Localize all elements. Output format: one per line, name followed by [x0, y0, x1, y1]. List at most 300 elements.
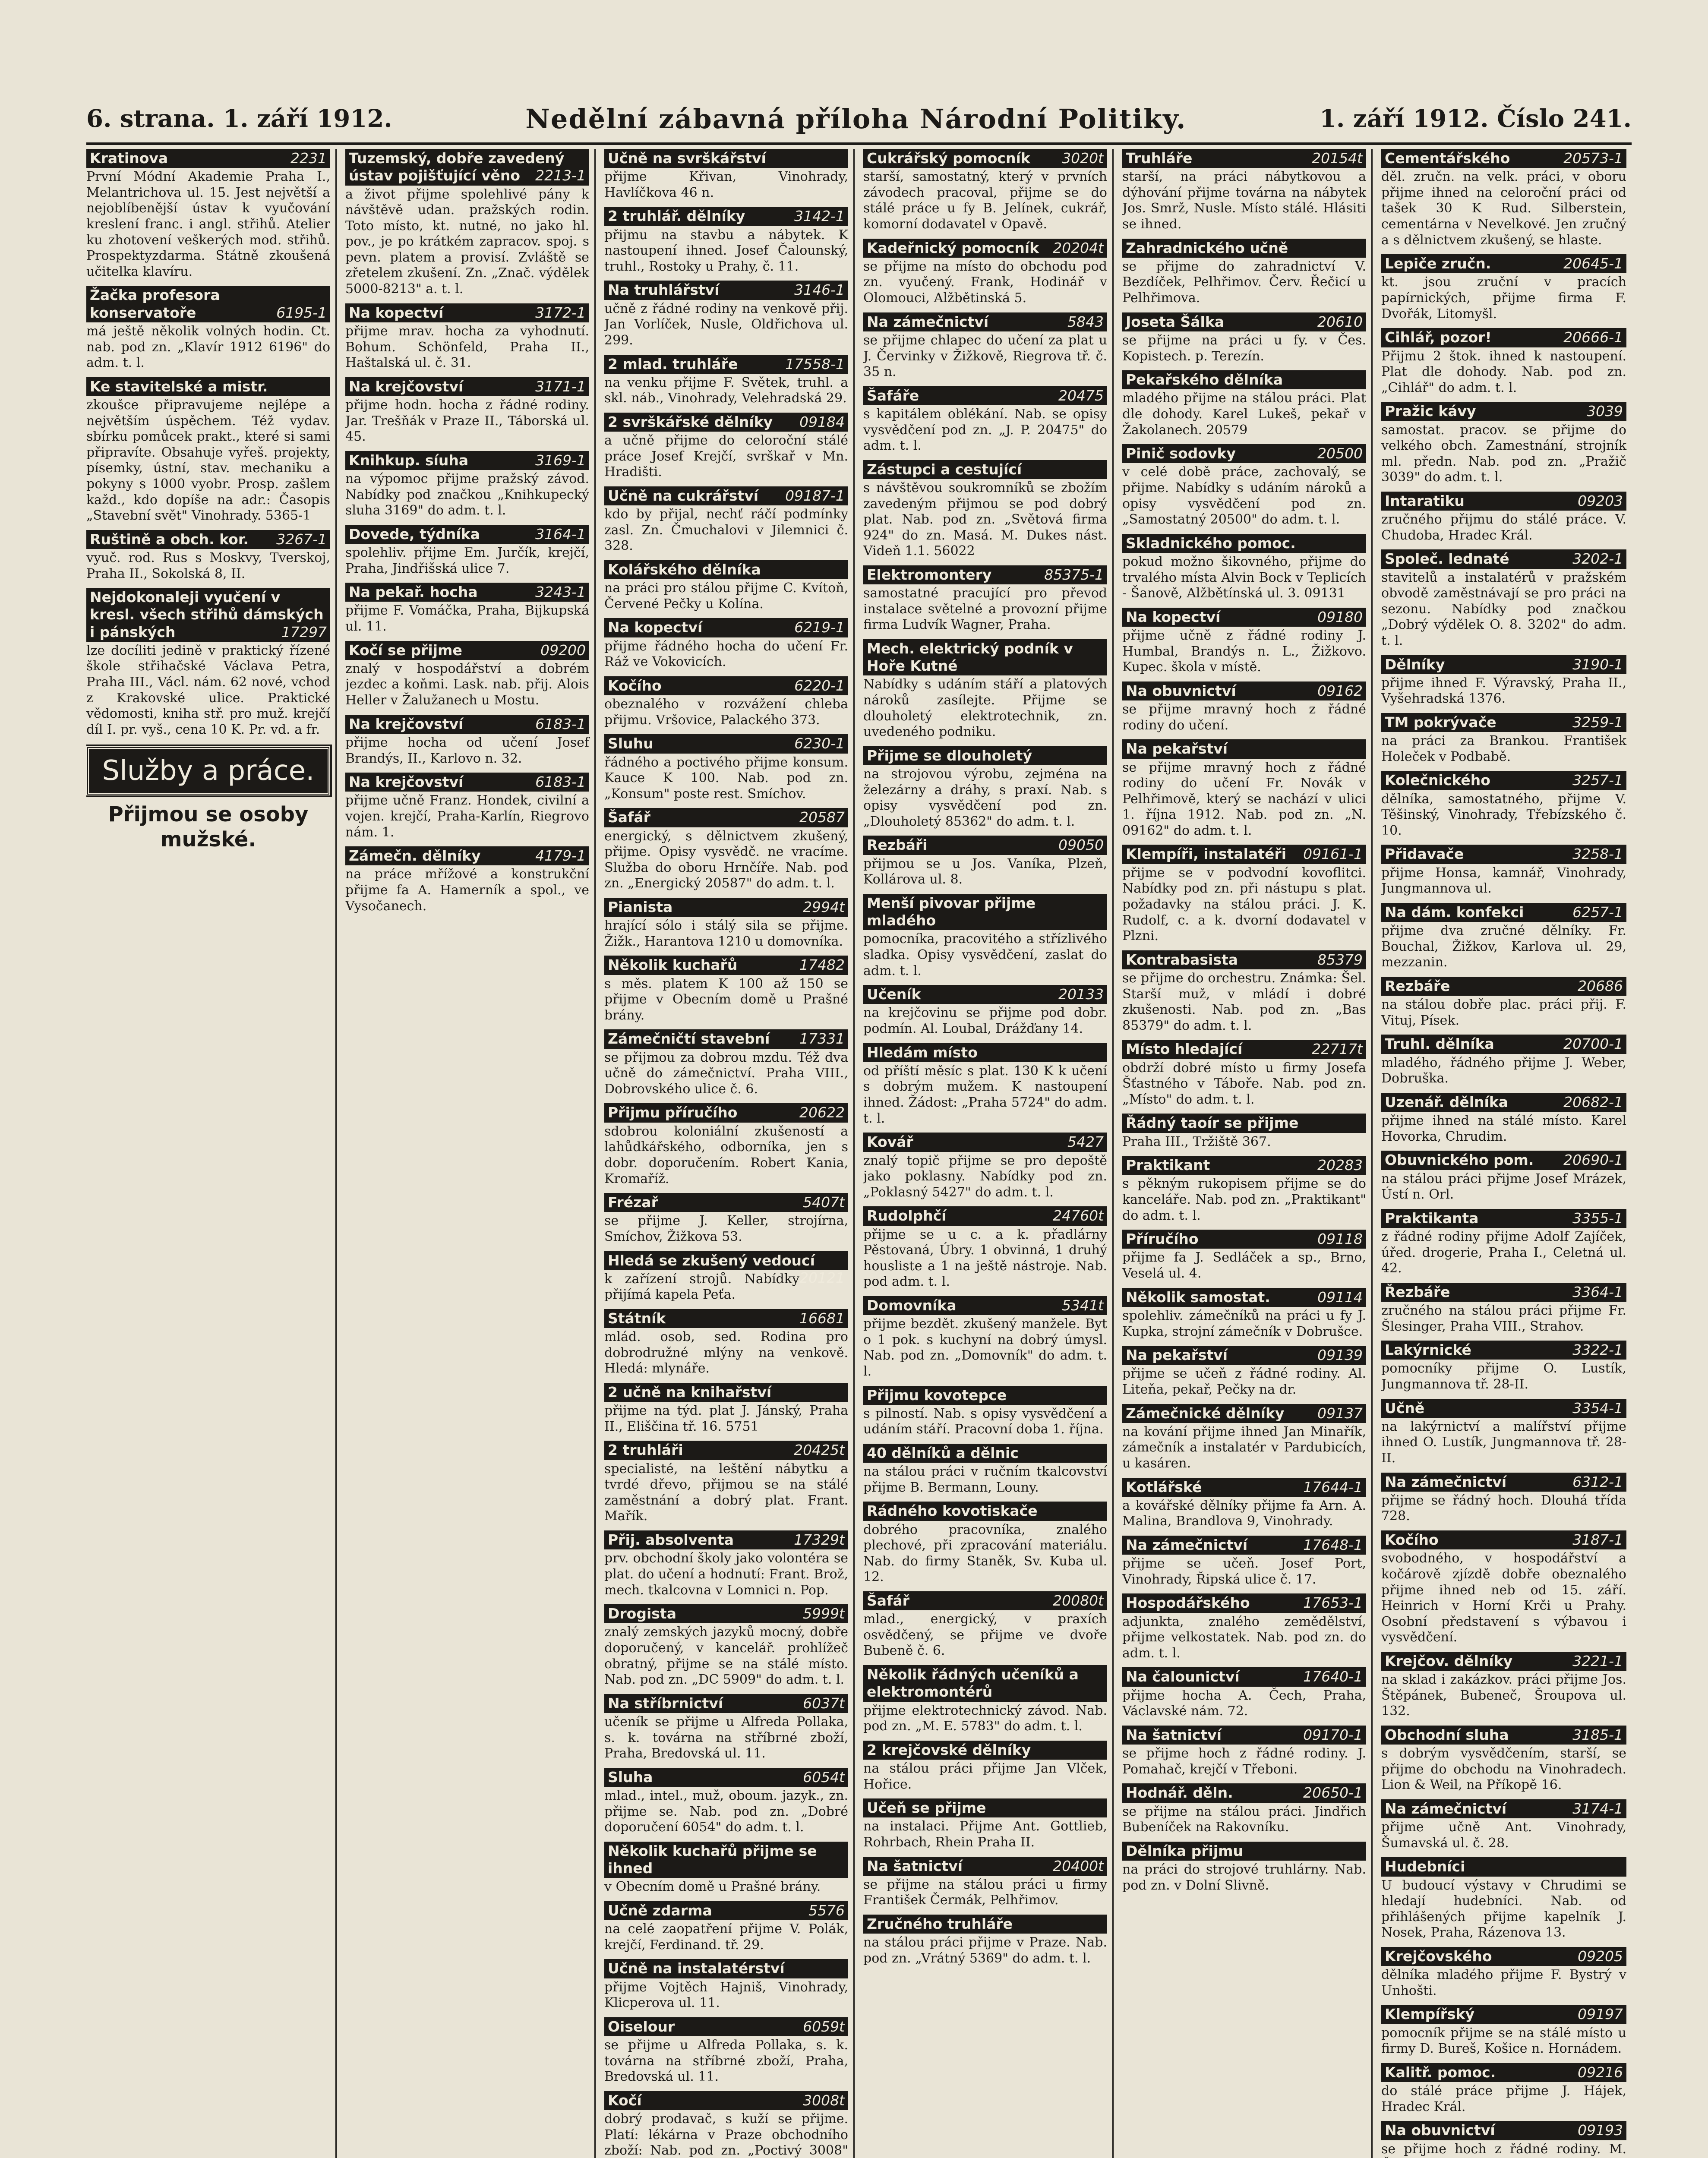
ad-body: dělníka, samostatného, přijme V. Těšinský, Vinohrady, Třebízského č. 10.: [1381, 791, 1626, 838]
ad-heading-text: Učeník: [867, 986, 921, 1003]
ad-number: 6219-1: [794, 619, 845, 636]
ad-heading-text: Učně na svrškářství: [608, 150, 766, 167]
ad-heading: [863, 1502, 1107, 1521]
ad-heading-text: Kalitř. pomoc.: [1385, 2063, 1496, 2081]
ad-body: se přijme do orchestru. Známka: Šel. Starší muž, v mládí i dobré zkušenosti. Nab. pod zn. „Bas 85379" do adm. t. l.: [1122, 970, 1366, 1033]
ad-heading: [1381, 1283, 1626, 1302]
ad-heading: [863, 1206, 1107, 1225]
ad-number: 6230-1: [794, 735, 845, 752]
ad-number: 20400t: [1053, 1857, 1104, 1874]
ad-heading: [863, 239, 1107, 258]
ad-body: starší, na práci nábytkovou a dýhování přijme továrna na nábytek Jos. Smrž, Nusle. Místo stálé. Hlásiti se ihned.: [1122, 169, 1366, 232]
ad-heading: [1122, 1478, 1366, 1497]
ad-heading: [863, 1133, 1107, 1152]
classified-ad: [863, 1915, 1107, 1966]
ad-number: 20686: [1578, 977, 1623, 994]
ad-body: přijme ihned na stálé místo. Karel Hovorka, Chrudim.: [1381, 1113, 1626, 1144]
ad-heading-text: 2 truhlář. dělníky: [608, 208, 745, 225]
ad-heading: [1381, 149, 1626, 168]
ad-heading-text: Frézař: [608, 1194, 658, 1211]
ad-body: s dobrým vysvědčením, starší, se přijme do obchodu na Vinohradech. Lion & Weil, na Příkopě 16.: [1381, 1746, 1626, 1793]
ad-body: pomocníky přijme O. Lustík, Jungmannova tř. 28-II.: [1381, 1361, 1626, 1392]
ad-heading: [1122, 1040, 1366, 1059]
ad-heading-text: Klempíři, instalatéři: [1126, 846, 1287, 863]
ad-body: na strojovou výrobu, zejména na železárny a dráhy, s praxí. Nab. s opisy vysvědčení pod zn. „Dlouholetý 85362" do adm. t. l.: [863, 767, 1107, 829]
ad-heading: [345, 525, 589, 544]
ad-body: se přijme chlapec do učení za plat u J. Červinky v Žižkově, Riegrova tř. č. 35 n.: [863, 332, 1107, 380]
ad-heading: [863, 386, 1107, 405]
ad-heading-text: Klempířský: [1385, 2006, 1474, 2023]
ad-heading: [863, 985, 1107, 1004]
ad-body: prv. obchodní školy jako volontéra se plat. do učení a hodnutí: Frant. Brož, mech. tkalcovna v Lomnici n. Pop.: [604, 1551, 848, 1598]
ad-number: 09184: [799, 413, 845, 430]
classified-ad: [863, 1665, 1107, 1735]
ad-heading: [86, 149, 330, 168]
ad-heading-text: Na čalounictví: [1126, 1668, 1240, 1685]
classified-ad: [1122, 239, 1366, 306]
ad-heading-text: Tuzemský, dobře zavedený ústav pojišťující věno: [349, 150, 565, 184]
ad-heading: [604, 808, 848, 827]
header-left: 6. strana. 1. září 1912.: [86, 104, 392, 133]
ad-body: spolehliv. přijme Em. Jurčík, krejčí, Praha, Jindřišská ulice 7.: [345, 545, 589, 576]
ad-body: přijme se v podvodní kovoflitci. Nabídky pod zn. při nástupu s plat. požadavky na stálou práci. J. K. Rudolf, c. a k. dvorní dodavatel v Plzni.: [1122, 865, 1366, 944]
ad-heading: [863, 149, 1107, 168]
classified-ad: [604, 1959, 848, 2011]
ad-heading: [604, 1604, 848, 1623]
ad-body: dělníka mladého přijme F. Bystrý v Unhošti.: [1381, 1967, 1626, 1998]
ad-body: se přijme na stálou práci u firmy František Čermák, Pelhřimov.: [863, 1877, 1107, 1908]
ad-heading: [1381, 2063, 1626, 2082]
classified-ad: [1381, 1799, 1626, 1851]
classified-ad: [1381, 845, 1626, 896]
ad-number: 3258-1: [1572, 846, 1623, 863]
ad-number: 3259-1: [1572, 714, 1623, 731]
ad-heading: [863, 1043, 1107, 1062]
ad-body: přijme Vojtěch Hajniš, Vinohrady, Klicperova ul. 11.: [604, 1979, 848, 2011]
ad-heading: [863, 1915, 1107, 1934]
ad-heading-text: Kolečnického: [1385, 772, 1490, 789]
classified-ad: [1381, 903, 1626, 971]
ad-number: 6183-1: [535, 773, 586, 791]
ad-body: se přijme na místo do obchodu pod zn. vyučený. Frank, Hodinář v Olomouci, Alžbětinská 5.: [863, 259, 1107, 306]
ad-body: lze docíliti jedině v praktický řízené škole střihačské Václava Petra, Praha III., Václ. nám. 62 nové, vchod z Krakovské ulice. Praktické vědomosti, kniha stř. pro muž. krejčí díl I. pr. vyš., cena 10 K. Pr. vd. a fr.: [86, 643, 330, 737]
ad-heading-text: Lakýrnické: [1385, 1341, 1471, 1359]
ad-body: má ještě několik volných hodin. Ct. nab. pod zn. „Klavír 1912 6196" do adm. t. l.: [86, 323, 330, 371]
ad-body: přijme F. Vomáčka, Praha, Bijkupská ul. 11.: [345, 603, 589, 634]
classified-ad: [863, 565, 1107, 633]
ad-number: 20133: [1058, 986, 1104, 1003]
ad-heading-text: Hodnář. děln.: [1126, 1784, 1233, 1801]
ad-body: přijme se řádný hoch. Dlouhá třída 728.: [1381, 1492, 1626, 1524]
ad-heading-text: Kovář: [867, 1133, 913, 1151]
ad-body: zkoušce připravujeme nejlépe a největším úspěchem. Též vydav. sbírku pomůcek prakt., které si sami připravíte. Obsahuje vyřeš. projekty, písemky, ústní, stav. mechaniku a pokyny s 1000 vyobr. Prosp. zašlem každ., kdo dopíše na adr.: Časopis „Stavební svět" Vinohrady. 5365-1: [86, 397, 330, 524]
ad-body: pomocníka, pracovitého a střízlivého sladka. Opisy vysvědčení, zaslat do adm. t. l.: [863, 931, 1107, 978]
ad-heading: [604, 1309, 848, 1328]
ad-heading: [86, 377, 330, 396]
ad-heading-text: Několik samostat.: [1126, 1288, 1270, 1306]
ad-body: specialisté, na leštění nábytku a tvrdé dřevo, přijmou se na stálé zaměstnání a dobrý plat. Frant. Mařík.: [604, 1461, 848, 1524]
ad-heading-text: Obuvnického pom.: [1385, 1152, 1534, 1169]
ad-heading: [604, 413, 848, 432]
classified-ad: [604, 898, 848, 950]
ad-heading: [863, 1444, 1107, 1463]
classified-ad: [604, 281, 848, 348]
classified-ad: [863, 836, 1107, 887]
ad-heading-text: Praktikanta: [1385, 1209, 1479, 1227]
ad-body: pomocník přijme se na stálé místo u firmy D. Bureš, Košice n. Hornádem.: [1381, 2025, 1626, 2057]
ad-heading-text: Menší pivovar přijme mladého: [867, 894, 1036, 929]
ad-body: k zařízení strojů. Nabídky přijímá kapela Peťa.: [604, 1271, 800, 1303]
classified-ad: [1122, 1288, 1366, 1340]
ad-heading: [86, 286, 330, 322]
classified-ad: [86, 286, 330, 371]
ad-number: 6312-1: [1572, 1473, 1623, 1490]
ad-heading: [1381, 1799, 1626, 1818]
ad-heading-text: Hudebníci: [1385, 1858, 1465, 1875]
classified-ad: [345, 583, 589, 634]
ad-body: stavitelů a instalatérů v pražském obvodě zaměstnávají se pro práci na sezonu. Nabídky pod značkou „Dobrý výdělek O. 8. 3202" do adm. t. l.: [1381, 570, 1626, 648]
ad-heading: [1122, 149, 1366, 168]
ad-body: na celé zaopatření přijme V. Polák, krejčí, Ferdinand. tř. 29.: [604, 1921, 848, 1953]
ad-body: přijme bezdět. zkušený manžele. Byt o 1 pok. s kuchyní na dobrý úmysl. Nab. pod zn. „Domovník" do adm. t. l.: [863, 1316, 1107, 1379]
ad-heading-text: 2 truhláři: [608, 1442, 683, 1459]
ad-number: 3171-1: [535, 378, 586, 395]
ad-heading: [604, 2017, 848, 2036]
ad-heading-text: Na zámečnictví: [1385, 1800, 1507, 1817]
ad-body: vyuč. rod. Rus s Moskvy, Tverskoj, Praha II., Sokolská 8, II.: [86, 550, 330, 581]
ad-number: 5341t: [1062, 1297, 1104, 1314]
classified-ad: [1122, 681, 1366, 733]
classified-ad: [863, 985, 1107, 1037]
ad-number: 24760t: [1053, 1207, 1104, 1224]
ad-heading: [345, 377, 589, 396]
ad-heading-text: Knihkup. síuha: [349, 451, 469, 469]
ad-body: kt. jsou zruční v pracích papírnických, přijme firma F. Dvořák, Litomyšl.: [1381, 274, 1626, 322]
ad-heading-text: Učně: [1385, 1399, 1425, 1417]
classified-ad: [1122, 739, 1366, 839]
ad-number: 6183-1: [535, 715, 586, 732]
ad-body: na práce mřížové a konstrukční přijme fa A. Hamerník a spol., ve Vysočanech.: [345, 867, 589, 914]
column-3: [604, 149, 855, 2158]
ad-heading-text: Na pekařství: [1126, 1347, 1228, 1364]
ad-body: přijme učně Ant. Vinohrady, Šumavská ul. č. 28.: [1381, 1820, 1626, 1851]
ad-heading-text: Dovede, týdníka: [349, 525, 480, 543]
ad-heading: [604, 2091, 848, 2110]
ad-heading-text: Kratinova: [90, 150, 168, 167]
ad-heading-text: Přij. absolventa: [608, 1531, 734, 1549]
ad-heading: [863, 1741, 1107, 1760]
classified-ad: [1122, 1040, 1366, 1107]
classified-ad: [1381, 1530, 1626, 1646]
ad-heading-text: Na kopectví: [1126, 608, 1221, 625]
classified-ad: [863, 894, 1107, 979]
ad-number: 17648-1: [1303, 1536, 1363, 1553]
ad-body: se přijme J. Keller, strojírna, Smíchov, Žižkova 53.: [604, 1213, 848, 1244]
ad-heading-text: Skladnického pomoc.: [1126, 534, 1296, 552]
ad-number: 3146-1: [794, 281, 845, 299]
section-banner: Služby a práce.: [86, 746, 330, 795]
ad-body: se přijme na stálou práci. Jindřich Bubeníček na Rakovníku.: [1122, 1804, 1366, 1835]
ad-heading-text: Joseta Šálka: [1126, 313, 1225, 330]
ad-heading-text: Na šatnictví: [867, 1857, 963, 1874]
classified-ad: [1381, 1151, 1626, 1202]
ad-body: na venku přijme F. Světek, truhl. a skl. náb., Vinohrady, Velehradská 29.: [604, 375, 848, 406]
classified-ad: [1381, 328, 1626, 396]
classified-ad: [604, 355, 848, 407]
ad-body: přijme učně z řádné rodiny J. Humbal, Brandýs n. L., Žižkovo. Kupec. škola v místě.: [1122, 628, 1366, 675]
ad-heading: [1381, 328, 1626, 347]
ad-number: 4179-1: [535, 847, 586, 864]
classified-ad: [345, 525, 589, 577]
classified-ad: [863, 1386, 1107, 1438]
ad-heading-text: Příručího: [1126, 1230, 1199, 1248]
ad-number: 17644-1: [1303, 1478, 1363, 1495]
ad-heading: [86, 530, 330, 549]
ad-heading: [1381, 1857, 1626, 1876]
ad-heading: [1381, 771, 1626, 790]
ad-heading: [1122, 681, 1366, 700]
ad-number: 17329t: [794, 1531, 845, 1549]
classified-ad: [604, 1768, 848, 1836]
ad-number: 20622: [799, 1104, 845, 1121]
ad-heading: [604, 898, 848, 917]
classified-ad: [1122, 312, 1366, 364]
ad-heading: [1122, 444, 1366, 463]
ad-body: svobodného, v hospodářství a kočárově zjízdě dobře obeznalého přijme ihned neb od 15. září. Heinrich v Horní Krči u Prahy. Osobní představení s výbavou i vysvědčení.: [1381, 1551, 1626, 1645]
classified-ad: [863, 1043, 1107, 1127]
ad-heading-text: Kočí: [608, 2092, 642, 2109]
ad-heading: [604, 1530, 848, 1549]
ad-number: 6059t: [803, 2018, 845, 2035]
ad-heading: [604, 1103, 848, 1122]
ad-heading-text: Na kopectví: [608, 619, 703, 636]
ad-heading: [863, 565, 1107, 584]
ad-heading: [345, 715, 589, 734]
ad-heading: [1381, 1399, 1626, 1418]
ad-number: 20204t: [1053, 239, 1104, 256]
classified-ad: [863, 1444, 1107, 1495]
classified-ad: [1122, 1536, 1366, 1587]
ad-heading-text: Na zámečnictví: [1385, 1473, 1507, 1490]
ad-number: 20587: [799, 809, 845, 826]
ad-heading-text: Učně zdarma: [608, 1902, 712, 1919]
ad-body: hrající sólo i stálý sila se přijme. Žižk., Harantova 1210 u domovníka.: [604, 918, 848, 949]
ad-number: 3169-1: [535, 451, 586, 469]
ad-number: 3174-1: [1572, 1800, 1623, 1817]
ad-heading-text: Přijmu příručího: [608, 1104, 738, 1121]
ad-heading: [1122, 950, 1366, 969]
ad-heading-text: Zručného truhláře: [867, 1915, 1013, 1933]
ad-heading: [1381, 845, 1626, 864]
classified-ad: [604, 1193, 848, 1245]
ad-number: 5576: [808, 1902, 845, 1919]
ad-heading: [1381, 903, 1626, 922]
ad-heading: [604, 1959, 848, 1978]
ad-heading: [863, 746, 1107, 765]
ad-number: 20700-1: [1563, 1035, 1623, 1053]
ad-number: 09139: [1317, 1347, 1363, 1364]
classified-ad: [345, 715, 589, 767]
ad-number: 09137: [1317, 1404, 1363, 1422]
ad-number: 3190-1: [1572, 656, 1623, 673]
ad-number: 20475: [1058, 387, 1104, 404]
ad-heading: [1122, 608, 1366, 627]
ad-number: 09203: [1578, 492, 1623, 509]
classified-ad: [1122, 1783, 1366, 1835]
ad-heading-text: Na krejčovství: [349, 715, 464, 732]
ad-heading-text: Domovníka: [867, 1297, 957, 1314]
classified-ad: [345, 149, 589, 297]
classified-ad: [1122, 950, 1366, 1034]
ad-body: starší, samostatný, který v prvních závodech pracoval, přijme se do stálé práce u fy B. Jelínek, cukrář, komorní dodavatel v Opavě.: [863, 169, 1107, 232]
ad-number: 09161-1: [1303, 846, 1363, 863]
classified-ad: [863, 312, 1107, 380]
ad-heading-text: Na šatnictví: [1126, 1726, 1222, 1743]
ad-heading: [1122, 1404, 1366, 1423]
classified-ad: [1381, 1652, 1626, 1719]
ad-heading: [604, 207, 848, 226]
classified-ad: [604, 618, 848, 670]
ad-heading: [1381, 1035, 1626, 1054]
ad-heading: [1122, 1667, 1366, 1686]
ad-number: 6257-1: [1572, 903, 1623, 921]
ad-heading-text: Přijmu kovotepce: [867, 1386, 1007, 1404]
ad-number: 6220-1: [794, 677, 845, 694]
ad-number: 3364-1: [1572, 1283, 1623, 1300]
ad-body: přijme fa J. Sedláček a sp., Brno, Veselá ul. 4.: [1122, 1250, 1366, 1281]
ad-heading: [1381, 2121, 1626, 2140]
ad-number: 20610: [1317, 313, 1363, 330]
ad-heading: [863, 460, 1107, 479]
ad-body: znalý topič přijme se pro depoště jako poklasny. Nabídky pod zn. „Poklasný 5427" do adm. t. l.: [863, 1153, 1107, 1200]
ad-heading-text: Ke stavitelské a mistr.: [90, 378, 268, 395]
ad-body: učně z řádné rodiny na venkově přij. Jan Vorlíček, Nusle, Oldřichova ul. 299.: [604, 301, 848, 348]
ad-number: 17558-1: [785, 355, 845, 372]
ad-heading: [345, 149, 589, 186]
ad-number: 3187-1: [1572, 1531, 1623, 1549]
ad-body: na stálou práci přijme Jan Vlček, Hořice.: [863, 1761, 1107, 1792]
ad-number: 5999t: [803, 1605, 845, 1622]
ad-heading-text: Mech. elektrický podník v Hoře Kutné: [867, 640, 1073, 675]
ad-number: 85379: [1317, 951, 1363, 968]
ad-heading-text: Hledá se zkušený vedoucí: [608, 1252, 815, 1269]
ad-body: zručného přijmu do stálé práce. V. Chudoba, Hradec Král.: [1381, 512, 1626, 543]
ad-heading: [863, 1386, 1107, 1405]
ad-number: 6054t: [803, 1768, 845, 1786]
classified-ad: [604, 676, 848, 728]
ad-number: 09162: [1317, 682, 1363, 699]
ad-body: kdo by přijal, nechť ráčí podmínky zasl. Zn. Čmuchalovi v Jilemnici č. 328.: [604, 507, 848, 554]
ad-body: přijme na týd. plat J. Jánský, Praha II., Eliščina tř. 16. 5751: [604, 1403, 848, 1434]
classified-ad: [604, 149, 848, 201]
ad-body: se přijme hoch z řádné rodiny. J. Pomahač, krejčí v Třeboni.: [1122, 1746, 1366, 1777]
ad-heading-text: 2 učně na knihařství: [608, 1384, 772, 1401]
classified-ad: [1381, 1035, 1626, 1086]
ad-heading-text: Zámečn. dělníky: [349, 847, 481, 864]
ad-number: 09197: [1578, 2006, 1623, 2023]
ad-body: samostat. pracov. se přijme do velkého obch. Zamestnání, strojník ml. předn. Nab. pod zn. „Pražič 3039" do adm. t. l.: [1381, 422, 1626, 485]
ad-body: a učně přijme do celoroční stálé práce Josef Krejčí, svrškař v Mn. Hradišti.: [604, 433, 848, 480]
classified-ad: [345, 303, 589, 371]
ad-heading-text: Řezbáře: [1385, 1283, 1450, 1300]
ad-body: děl. zručn. na velk. práci, v oboru přijme ihned na celoroční práci od tašek 30 K Rud. Silberstein, cementárna v Nevelkové. Jen zručný a s dělnictvem zkušený, se hlaste.: [1381, 169, 1626, 248]
classified-ad: [604, 207, 848, 274]
classified-ad: [345, 641, 589, 709]
column-4: [863, 149, 1114, 2158]
ad-body: mlad., intel., muž, oboum. jazyk., zn. přijme se. Nab. pod zn. „Dobré doporučení 6054" do adm. t. l.: [604, 1788, 848, 1835]
ad-heading-text: Kolářského dělníka: [608, 561, 761, 578]
ad-number: 2231: [290, 150, 327, 167]
ad-heading-text: Šafář: [867, 1592, 909, 1609]
ad-heading-text: Rádného kovotiskače: [867, 1502, 1038, 1520]
ad-heading: [1122, 1230, 1366, 1249]
ad-heading-text: Státník: [608, 1309, 666, 1327]
ad-number: 09205: [1578, 1948, 1623, 1965]
ad-heading: [345, 303, 589, 322]
ad-heading: [345, 846, 589, 865]
ad-body: na práci za Brankou. František Holeček v Podbabě.: [1381, 733, 1626, 764]
classified-ad: [863, 1741, 1107, 1792]
ad-number: 6037t: [803, 1694, 845, 1712]
ad-heading: [863, 1857, 1107, 1876]
classified-ad: [604, 1901, 848, 1953]
ad-heading-text: Přijme se dlouholetý: [867, 747, 1032, 764]
classified-ad: [1381, 1473, 1626, 1524]
classified-ad: [1381, 492, 1626, 543]
ad-heading: [1381, 1947, 1626, 1966]
ad-heading-text: Na obuvnictví: [1126, 682, 1236, 699]
classified-ad: [1122, 1593, 1366, 1661]
ad-heading: [863, 312, 1107, 331]
ad-heading: [1381, 977, 1626, 996]
ad-number: 3185-1: [1572, 1726, 1623, 1743]
ad-heading: [604, 618, 848, 637]
ad-body: mlád. osob, sed. Rodina pro dobrodružné mlýny na venkově. Hledá: mlynáře.: [604, 1329, 848, 1376]
ad-body: a kovářské dělníky přijme fa Arn. A. Malina, Brandlova 9, Vinohrady.: [1122, 1498, 1366, 1529]
ad-heading: [604, 149, 848, 168]
ad-body: na lakýrnictví a malířství přijme ihned O. Lustík, Jungmannova tř. 28-II.: [1381, 1419, 1626, 1466]
ad-heading-text: Intaratiku: [1385, 492, 1465, 509]
classified-ad: [1381, 1341, 1626, 1392]
ad-number: 20425t: [794, 1442, 845, 1459]
classified-ad: [1381, 254, 1626, 322]
ad-body: v Obecním domě u Prašné brány.: [604, 1879, 821, 1895]
ad-body: na stálou práci přijme Josef Mrázek, Ústí n. Orl.: [1381, 1171, 1626, 1202]
ad-body: přijme mrav. hocha za vyhodnutí. Bohum. Schönfeld, Praha II., Haštalská ul. č. 31.: [345, 323, 589, 371]
ad-heading: [1381, 1726, 1626, 1745]
ad-heading-text: Kontrabasista: [1126, 951, 1238, 968]
ad-heading: [1381, 655, 1626, 674]
ad-number: 16681: [799, 1309, 845, 1327]
ad-body: přijme Křivan, Vinohrady, Havlíčkova 46 n.: [604, 169, 848, 200]
ad-heading-text: Na truhlářství: [608, 281, 720, 299]
classified-ad: [604, 1029, 848, 1097]
ad-heading-text: 2 svrškářské dělníky: [608, 413, 773, 430]
ad-body: přijmu na stavbu a nábytek. K nastoupení ihned. Josef Čalounský, truhl., Rostoky u Prahy, č. 11.: [604, 227, 848, 274]
column-1: [86, 149, 337, 2158]
classified-ad: [863, 1133, 1107, 1200]
classified-ad: [345, 773, 589, 840]
ad-heading-text: Cukrářský pomocník: [867, 150, 1030, 167]
ad-heading: [863, 894, 1107, 931]
ad-body: samostatné pracující pro převod instalace světelné a provozní přijme firma Ludvík Wagner, Praha.: [863, 586, 1107, 633]
classified-ad: [863, 1857, 1107, 1909]
ad-number: 17482: [799, 956, 845, 974]
ad-heading-text: Společ. lednaté: [1385, 550, 1509, 568]
ad-number: 3354-1: [1572, 1399, 1623, 1417]
ad-body: s pilností. Nab. s opisy vysvědčení a udáním stáří. Pracovní doba 1. října.: [863, 1406, 1107, 1437]
ad-heading-text: Krejčov. dělníky: [1385, 1652, 1513, 1669]
